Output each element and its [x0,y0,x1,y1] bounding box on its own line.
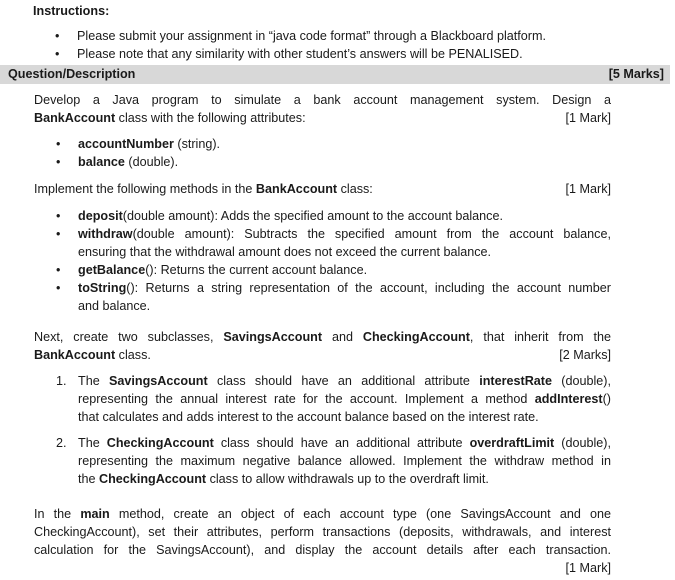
subclass-requirements-list [56,372,611,488]
bullet-icon: • [55,47,60,61]
bullet-icon: • [56,137,61,151]
instruction-item: • Please note that any similarity with other student’s answers will be PENALISED. [55,47,523,61]
numbered-item-savings: 1. The SavingsAccount class should have an additional attribute interestRate (double), representing the annual interest rate for the account. Implement a method addInterest() that calculates and adds interest to the account balance based on the interest rate. [56,374,611,424]
method-item-withdraw: • withdraw(double amount): Subtracts the specified amount from the account balance, ensuring that the withdrawal amount does not exceed the current balance. [56,227,611,259]
attributes-list [56,135,611,171]
marks-label: [1 Mark] [565,111,611,125]
question-marks: [5 Marks] [608,67,664,81]
numbered-item-checking: 2. The CheckingAccount class should have an additional attribute overdraftLimit (double), representing the maximum negative balance allowed. Implement the withdraw method in the CheckingAccount class to allow withdrawals up to the overdraft limit. [56,436,611,486]
marks-label: [1 Mark] [565,561,611,575]
instruction-item: • Please submit your assignment in “java code format” through a Blackboard platform. [55,29,546,43]
bullet-icon: • [55,29,60,43]
main-method-paragraph: In the main method, create an object of each account type (one SavingsAccount and one CheckingAccount), set their attributes, perform transactions (deposits, withdrawals, and interest calculation for the SavingsAccount), and display the account details after each transaction. [1 Mark] [34,507,611,575]
attribute-item: • balance (double). [56,155,179,169]
attribute-item: • accountNumber (string). [56,137,221,151]
instructions-title: Instructions: [33,4,110,18]
method-item-tostring: • toString(): Returns a string representation of the account, including the account number and balance. [56,281,611,313]
methods-list [56,207,611,315]
intro-paragraph: Develop a Java program to simulate a bank account management system. Design a BankAccount class with the following attributes: [1 Mark] [34,93,611,125]
marks-label: [2 Marks] [559,348,611,362]
question-header-bar [0,65,670,84]
bullet-icon: • [56,155,61,169]
methods-intro: Implement the following methods in the BankAccount class: [1 Mark] [34,182,611,196]
bullet-icon: • [56,263,61,277]
subclasses-intro: Next, create two subclasses, SavingsAccount and CheckingAccount, that inherit from the BankAccount class. [2 Marks] [34,330,611,362]
question-label: Question/Description [8,67,136,81]
bullet-icon: • [56,209,61,223]
method-item-getbalance: • getBalance(): Returns the current account balance. [56,263,368,277]
method-item-deposit: • deposit(double amount): Adds the specified amount to the account balance. [56,209,503,223]
marks-label: [1 Mark] [565,182,611,196]
bullet-icon: • [56,227,61,241]
bullet-icon: • [56,281,61,295]
instructions-list [55,27,546,63]
